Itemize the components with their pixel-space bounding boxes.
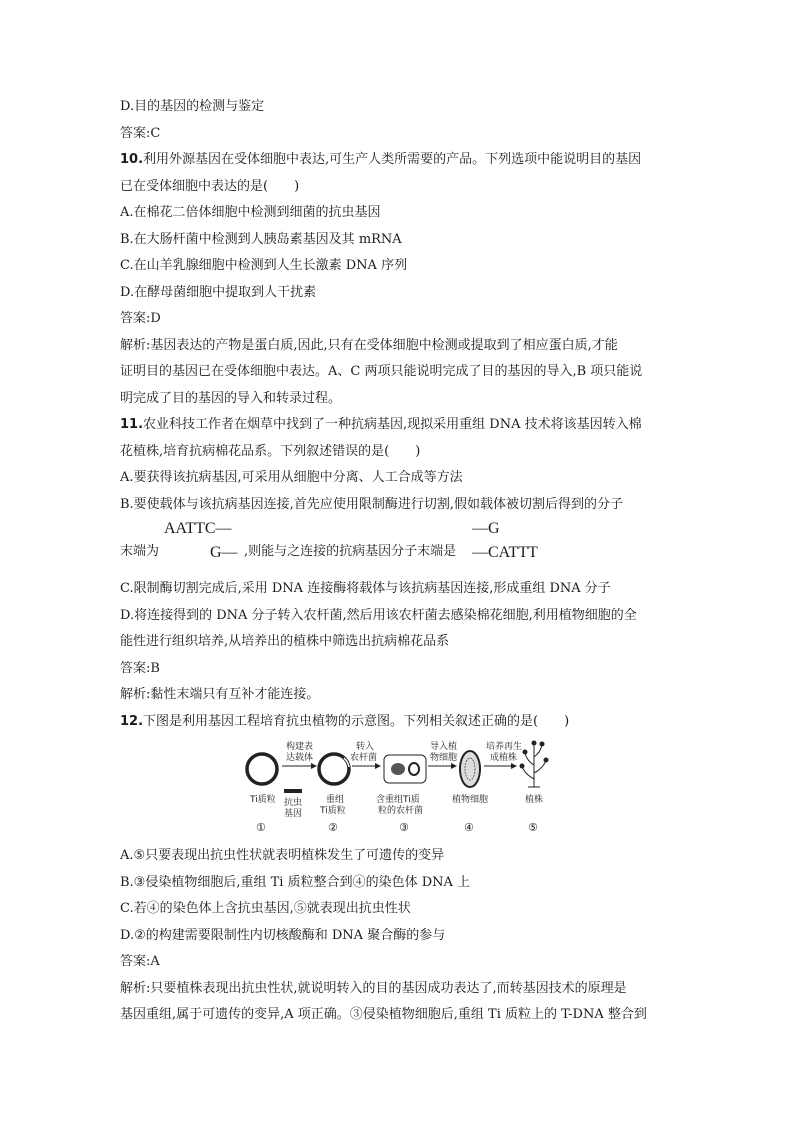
q10-number: 10. — [120, 152, 144, 167]
q11-number: 11. — [120, 417, 144, 432]
arrow1-label-2: 达载体 — [286, 753, 314, 763]
q12-number: 12. — [120, 713, 144, 729]
step5-number: ⑤ — [528, 821, 538, 834]
arrow1-label-1: 构建表 — [286, 742, 314, 752]
q9-option-d: D.目的基因的检测与鉴定 — [120, 99, 265, 114]
q12-analysis-2: 基因重组,属于可遗传的变异,A 项正确。③侵染植物细胞后,重组 Ti 质粒上的 T-DNA 整合到 — [120, 1007, 647, 1022]
q11-stem-text-1: 农业科技工作者在烟草中找到了一种抗病基因,现拟采用重组 DNA 技术将该基因转入棉 — [143, 417, 642, 432]
recombinant-plasmid-icon — [319, 754, 349, 784]
step4-label: 植物细胞 — [452, 795, 489, 805]
step2-number: ② — [328, 821, 338, 834]
ti-plasmid-icon — [247, 754, 277, 784]
step3-number: ③ — [399, 821, 409, 834]
q10-option-d: D.在酵母菌细胞中提取到人干扰素 — [120, 284, 317, 300]
q11-option-b-line-1: B.要使载体与该抗病基因连接,首先应使用限制酶进行切割,假如载体被切割后得到的分子 — [120, 496, 623, 512]
gene-label-1: 抗虫 — [284, 798, 303, 808]
sticky-end-1-bottom: G— — [210, 544, 238, 561]
step4-number: ④ — [464, 821, 474, 834]
step3-label-1: 含重组Ti质 — [376, 795, 420, 805]
arrow3-label-1: 导入植 — [430, 742, 458, 752]
gene-engineering-diagram — [120, 739, 680, 839]
agrobacterium-icon — [384, 755, 426, 783]
q10-option-b: B.在大肠杆菌中检测到人胰岛素基因及其 mRNA — [120, 231, 402, 247]
q9-answer: 答案:C — [120, 125, 161, 141]
q11-stem-line-2: 花植株,培育抗病棉花品系。下列叙述错误的是( ) — [120, 443, 421, 459]
q12-option-a: A.⑤只要表现出抗虫性状就表明植株发生了可遗传的变异 — [120, 848, 445, 863]
q10-option-a: A.在棉花二倍体细胞中检测到细菌的抗虫基因 — [120, 205, 381, 220]
q11-option-b-lead: 末端为 — [120, 544, 160, 559]
arrow4-label-2: 成植株 — [490, 753, 518, 763]
q11-answer: 答案:B — [120, 660, 160, 676]
step1-label: Ti质粒 — [250, 795, 276, 805]
q11-option-a: A.要获得该抗病基因,可采用从细胞中分离、人工合成等方法 — [120, 470, 463, 485]
q12-answer: 答案:A — [120, 954, 160, 969]
q10-option-c: C.在山羊乳腺细胞中检测到人生长激素 DNA 序列 — [120, 258, 408, 273]
q12-stem-line-1 — [120, 709, 680, 736]
q10-stem-line-2: 已在受体细胞中表达的是( ) — [120, 178, 300, 194]
q11-option-c: C.限制酶切割完成后,采用 DNA 连接酶将载体与该抗病基因连接,形成重组 DNA 分子 — [120, 581, 611, 596]
q10-stem-line-1 — [120, 147, 680, 174]
q10-answer: 答案:D — [120, 311, 161, 326]
q12-stem-text-1: 下图是利用基因工程培育抗虫植物的示意图。下列相关叙述正确的是( ) — [143, 713, 570, 729]
sticky-end-2-bottom: —CATTT — [472, 544, 538, 561]
gene-label-2: 基因 — [284, 809, 303, 819]
arrow2-label-2: 农杆菌 — [350, 753, 378, 763]
step2-label-1: 重组 — [326, 795, 345, 805]
anti-insect-gene-icon — [284, 789, 302, 793]
plant-icon — [520, 741, 548, 787]
q11-analysis-1: 解析:黏性末端只有互补才能连接。 — [120, 687, 320, 702]
q11-option-b-formula-row — [120, 518, 680, 576]
sticky-end-1-top: AATTC— — [164, 520, 232, 537]
q11-option-d-line-1: D.将连接得到的 DNA 分子转入农杆菌,然后用该农杆菌去感染棉花细胞,利用植物细胞的全 — [120, 607, 637, 623]
step1-number: ① — [256, 821, 266, 834]
step3-label-2: 粒的农杆菌 — [378, 806, 424, 816]
arrow3-label-2: 物细胞 — [430, 753, 458, 763]
document-page — [120, 94, 680, 1029]
q12-analysis-1: 解析:只要植株表现出抗虫性状,就说明转入的目的基因成功表达了,而转基因技术的原理是 — [120, 980, 627, 996]
step2-label-2: Ti质粒 — [320, 806, 346, 816]
diagram-svg — [244, 739, 554, 839]
sticky-end-2-top: —G — [472, 520, 500, 537]
q10-analysis-3: 明完成了目的基因的导入和转录过程。 — [120, 390, 342, 406]
q12-option-c: C.若④的染色体上含抗虫基因,⑤就表现出抗虫性状 — [120, 901, 411, 916]
q12-option-d: D.②的构建需要限制性内切核酸酶和 DNA 聚合酶的参与 — [120, 927, 446, 943]
q11-option-d-line-2: 能性进行组织培养,从培养出的植株中筛选出抗病棉花品系 — [120, 634, 450, 649]
arrow4-label-1: 培养再生 — [486, 742, 523, 752]
step5-label: 植株 — [525, 795, 544, 805]
q12-option-b: B.③侵染植物细胞后,重组 Ti 质粒整合到④的染色体 DNA 上 — [120, 874, 471, 890]
plant-cell-icon — [460, 751, 480, 787]
q10-stem-text-1: 利用外源基因在受体细胞中表达,可生产人类所需要的产品。下列选项中能说明目的基因 — [143, 152, 642, 167]
q10-analysis-2: 证明目的基因已在受体细胞中表达。A、C 两项只能说明完成了目的基因的导入,B 项只能说 — [120, 364, 643, 379]
q10-analysis-1: 解析:基因表达的产物是蛋白质,因此,只有在受体细胞中检测或提取到了相应蛋白质,才能 — [120, 337, 618, 353]
q11-option-b-middle: ,则能与之连接的抗病基因分子末端是 — [244, 544, 457, 559]
q11-stem-line-1 — [120, 412, 680, 439]
arrow2-label-1: 转入 — [356, 742, 375, 752]
